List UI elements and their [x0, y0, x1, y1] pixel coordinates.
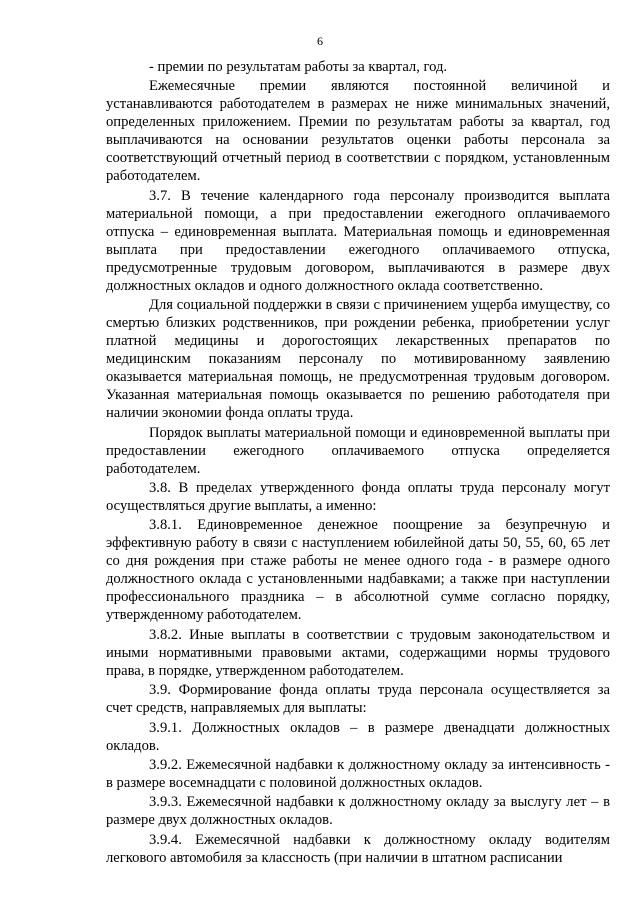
- paragraph: 3.9. Формирование фонда оплаты труда персонала осуществляется за счет средств, направляемых для выплаты:: [106, 682, 610, 717]
- paragraph: Порядок выплаты материальной помощи и единовременной выплаты при предоставлении ежегодного оплачиваемого отпуска определяется работодателем.: [106, 424, 610, 477]
- paragraph: - премии по результатам работы за квартал, год.: [149, 59, 448, 75]
- paragraph: 3.9.2. Ежемесячной надбавки к должностному окладу за интенсивность - в размере восемнадцати с половиной должностных окладов.: [106, 756, 610, 791]
- paragraph: Для социальной поддержки в связи с причинением ущерба имуществу, со смертью близких родственников, при рождении ребенка, приобретении услуг платной медицины и дорогостоящих лекарственных препаратов по медицинским показаниям персоналу по мотивированному заявлению оказывается материальная помощь, не предусмотренная трудовым договором. Указанная материальная помощь оказывается по решению работодателя при наличии экономии фонда оплаты труда.: [106, 297, 610, 422]
- paragraph: 3.8. В пределах утвержденного фонда оплаты труда персоналу могут осуществляться другие выплаты, а именно:: [106, 479, 610, 514]
- paragraph: 3.9.3. Ежемесячной надбавки к должностному окладу за выслугу лет – в размере двух должностных окладов.: [106, 794, 610, 829]
- document-body: [106, 58, 610, 867]
- paragraph: 3.9.4. Ежемесячной надбавки к должностному окладу водителям легкового автомобиля за классность (при наличии в штатном расписании: [106, 831, 610, 866]
- paragraph: 3.8.1. Единовременное денежное поощрение за безупречную и эффективную работу в связи с наступлением юбилейной даты 50, 55, 60, 65 лет со дня рождения при стаже работы не менее одного года - в размере одного должностного оклада с установленными надбавками; а также при наступлении профессионального праздника – в абсолютной сумме согласно порядку, утвержденному работодателем.: [106, 517, 610, 624]
- paragraph: Ежемесячные премии являются постоянной величиной и устанавливаются работодателем в размерах не ниже минимальных значений, определенных приложением. Премии по результатам работы за квартал, год выплачиваются на основании результатов оценки работы персонала за соответствующий отчетный период в соответствии с порядком, установленным работодателем.: [106, 78, 610, 185]
- page-number: 6: [317, 34, 323, 48]
- paragraph: 3.8.2. Иные выплаты в соответствии с трудовым законодательством и иными нормативными правовыми актами, содержащими нормы трудового права, в порядке, утвержденном работодателем.: [106, 626, 610, 679]
- paragraph: 3.9.1. Должностных окладов – в размере двенадцати должностных окладов.: [106, 719, 610, 754]
- paragraph: 3.7. В течение календарного года персоналу производится выплата материальной помощи, а при предоставлении ежегодного оплачиваемого отпуска – единовременная выплата. Материальная помощь и единовременная выплата при предоставлении ежегодного оплачиваемого отпуска, предусмотренные трудовым договором, выплачиваются в размере двух должностных окладов и одного должностного оклада соответственно.: [106, 187, 610, 294]
